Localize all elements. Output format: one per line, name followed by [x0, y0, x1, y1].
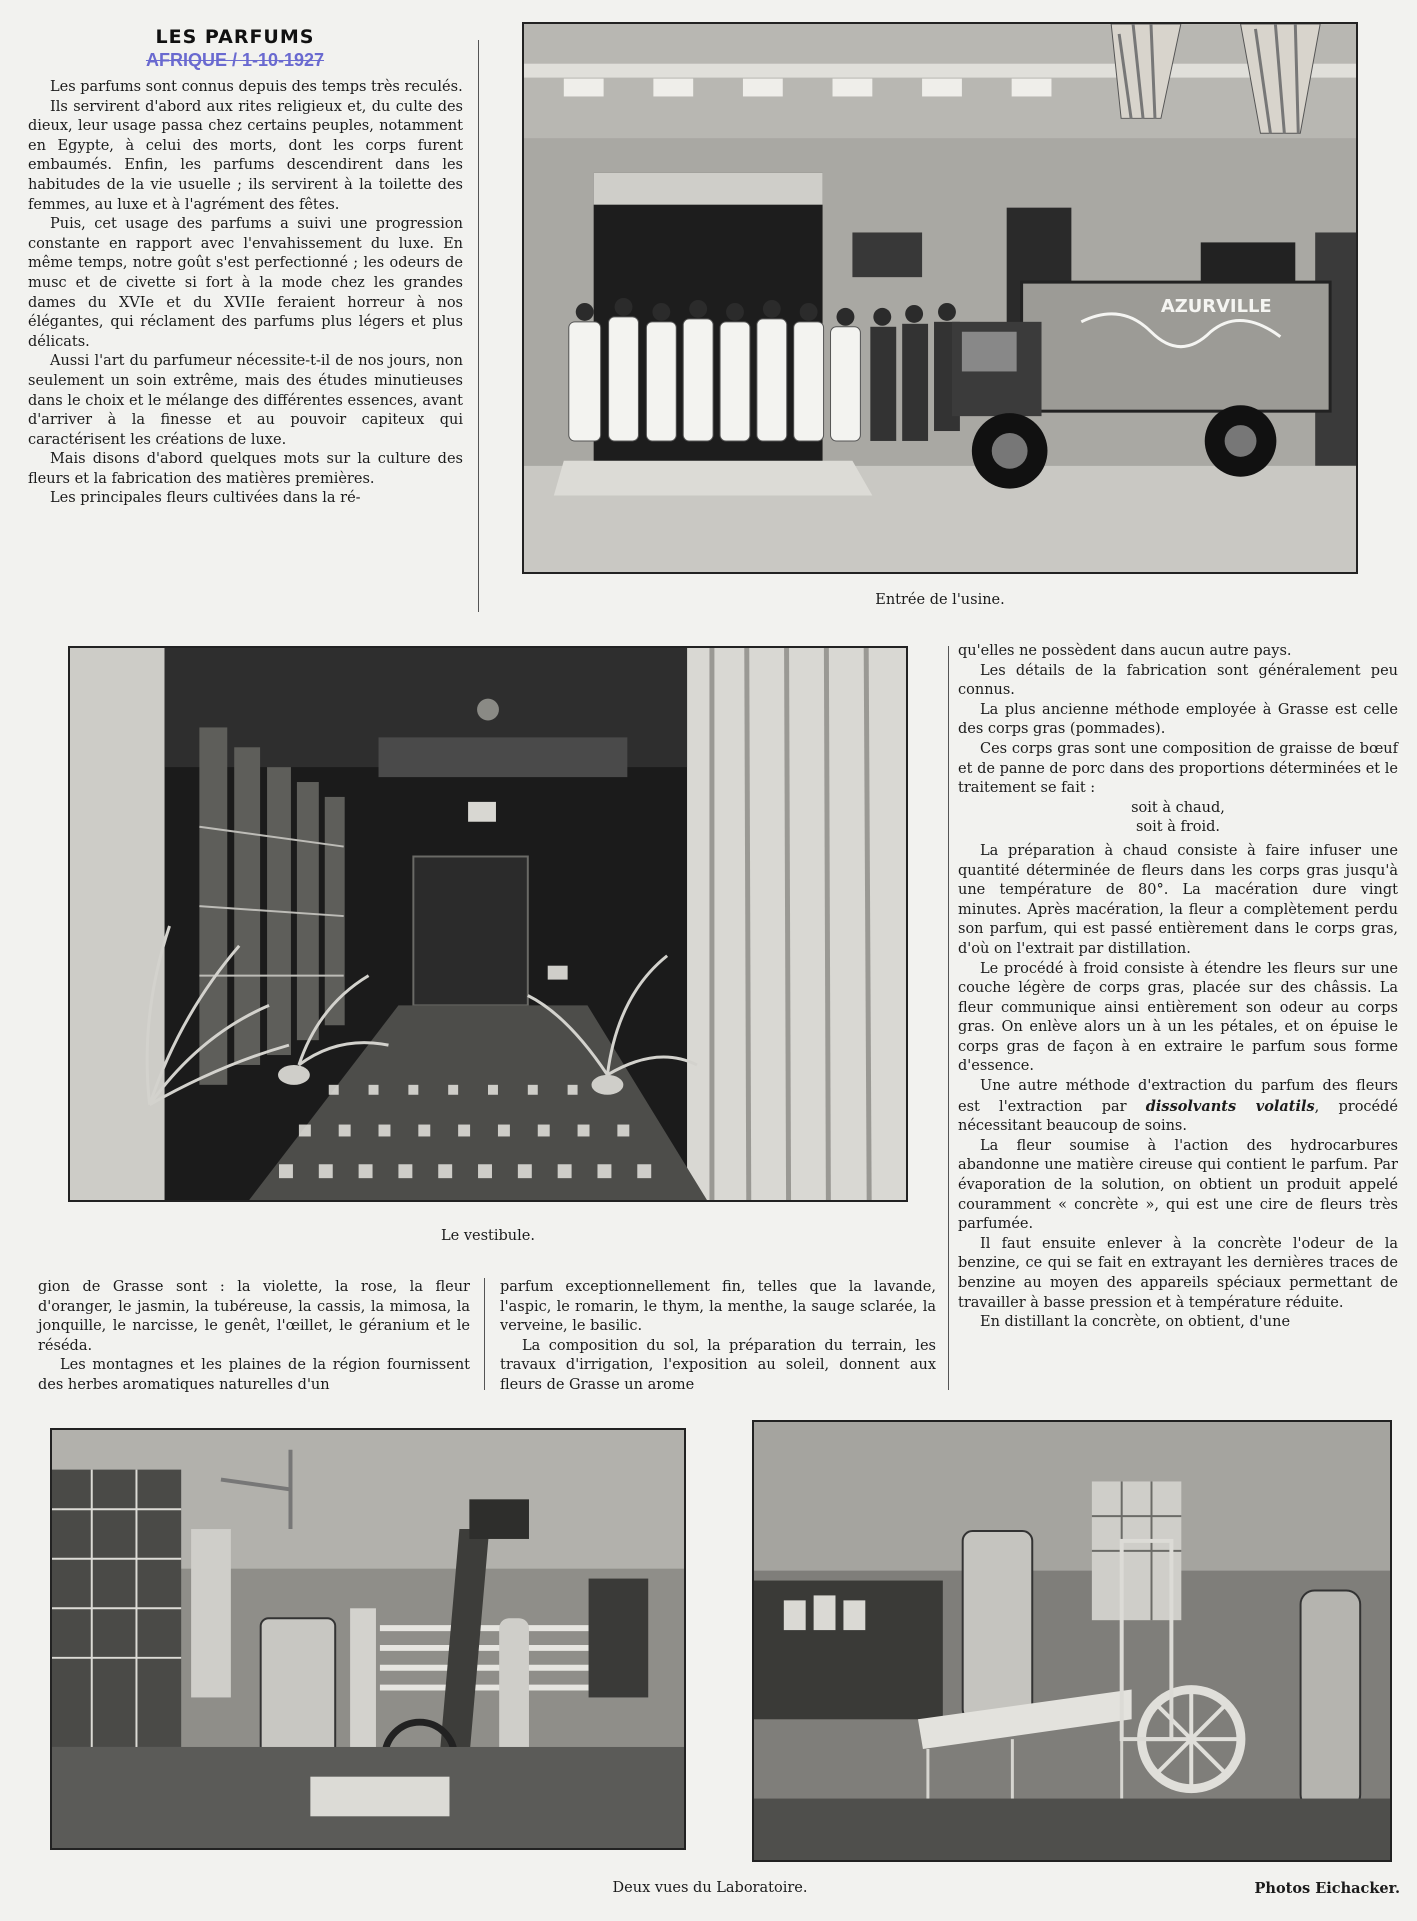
paragraph: Aussi l'art du parfumeur nécessite-t-il de nos jours, non seulement un soin extrême, mais des études minutieuses dans le choix et le mélange des différentes essences, avant d'arriver à la finesse et au pouvoir capiteux qui caractérisent les créations de luxe. [28, 353, 463, 448]
paragraph: En distillant la concrète, on obtient, d'une [980, 1314, 1291, 1331]
truck-lettering: AZURVILLE [1160, 295, 1272, 317]
paragraph: Les parfums sont connus depuis des temps très reculés. [50, 79, 463, 95]
paragraph: La fleur soumise à l'action des hydrocarbures abandonne une matière cireuse qui contient le parfum. Par évaporation de la solution, on obtient un produit appelé couramment « concrète », qui est une cire de fleurs très parfumée. [958, 1137, 1398, 1233]
paragraph: Les montagnes et les plaines de la région fournissent des herbes aromatiques naturelles d'un [38, 1357, 470, 1393]
column-divider [478, 40, 479, 612]
factory-illustration [524, 24, 1356, 572]
paragraph: soit à chaud, [1131, 799, 1225, 816]
text-run: Une autre méthode d'extraction du parfum des fleurs est l'extraction par [958, 1078, 1398, 1115]
paragraph: Puis, cet usage des parfums a suivi une progression constante en rapport avec l'envahissement du luxe. En même temps, notre goût s'est perfectionné ; les odeurs de musc et de civette si fort à la mode chez les grandes dames du XVIe et du XVIIe feraient horreur à nos élégantes, qui réclament des parfums plus légers et plus délicats. [28, 216, 463, 350]
photo-laboratory-right [752, 1420, 1392, 1862]
paragraph: Les détails de la fabrication sont généralement peu connus. [958, 662, 1398, 699]
lab-right-illustration [754, 1422, 1390, 1860]
lab-left-illustration [52, 1430, 684, 1848]
column-divider [948, 646, 949, 1390]
paragraph: Ces corps gras sont une composition de graisse de bœuf et de panne de porc dans des proportions déterminées et le traitement se fait : [958, 740, 1398, 797]
bottom-column-2-text [500, 1278, 936, 1396]
caption-factory: Entrée de l'usine. [875, 592, 1005, 608]
paragraph: soit à froid. [1135, 819, 1221, 836]
column-1-text [28, 78, 463, 509]
paragraph: Il faut ensuite enlever à la concrète l'odeur de la benzine, ce qui se fait en extrayant les dernières traces de benzine au moyen des appareils spéciaux permettant de travailler à basse pression et à température réduite. [958, 1235, 1398, 1311]
photo-laboratory-left [50, 1428, 686, 1850]
emphasis: dissolvants volatils [1145, 1097, 1315, 1115]
caption-vestibule: Le vestibule. [441, 1228, 535, 1244]
bottom-column-1-text [38, 1278, 470, 1396]
paragraph: gion de Grasse sont : la violette, la rose, la fleur d'oranger, le jasmin, la tubéreuse, la cassis, la mimosa, la jonquille, le narcisse, le genêt, l'œillet, le géranium et le réséda. [38, 1279, 470, 1354]
column-divider [484, 1278, 485, 1390]
photo-credit: Photos Eichacker. [1254, 1880, 1400, 1897]
article-title: LES PARFUMS [155, 26, 315, 48]
paragraph: parfum exceptionnellement fin, telles que la lavande, l'aspic, le romarin, le thym, la menthe, la sauge sclarée, la verveine, le basilic. [500, 1279, 936, 1335]
paragraph: Le procédé à froid consiste à étendre les fleurs sur une couche légère de corps gras, placée sur des châssis. La fleur communique ainsi entièrement son odeur au corps gras. On enlève alors un à un les pétales, et on épuise le corps gras de façon à en extraire le parfum sous forme d'essence. [958, 960, 1398, 1075]
vestibule-illustration [70, 648, 906, 1200]
photo-factory-entrance [522, 22, 1358, 574]
column-right-text [958, 642, 1398, 1333]
paragraph: La composition du sol, la préparation du terrain, les travaux d'irrigation, l'exposition au soleil, donnent aux fleurs de Grasse un arome [500, 1337, 936, 1393]
paragraph: La préparation à chaud consiste à faire infuser une quantité déterminée de fleurs dans les corps gras jusqu'à une température de 80°. La macération dure vingt minutes. Après macération, la fleur a complètement perdu son parfum, qui est passé entièrement dans le corps gras, d'où on l'extrait par distillation. [958, 842, 1398, 957]
paragraph: Mais disons d'abord quelques mots sur la culture des fleurs et la fabrication des matières premières. [28, 451, 463, 487]
caption-laboratory: Deux vues du Laboratoire. [612, 1880, 808, 1896]
text-run: , procédé nécessitant beaucoup de soins. [958, 1098, 1398, 1135]
paragraph [958, 1077, 1398, 1137]
paragraph: Ils servirent d'abord aux rites religieux et, du culte des dieux, leur usage passa chez certains peuples, notamment en Egypte, à celui des morts, dont les corps furent embaumés. Enfin, les parfums descendirent dans les habitudes de la vie usuelle ; ils servirent à la toilette des femmes, au luxe et à l'agrément des fêtes. [28, 98, 463, 213]
paragraph: Les principales fleurs cultivées dans la ré- [50, 490, 361, 507]
photo-vestibule [68, 646, 908, 1202]
archive-stamp: AFRIQUE / 1-10-1927 [145, 50, 325, 70]
paragraph: La plus ancienne méthode employée à Grasse est celle des corps gras (pommades). [958, 701, 1398, 738]
paragraph: qu'elles ne possèdent dans aucun autre pays. [958, 643, 1292, 659]
